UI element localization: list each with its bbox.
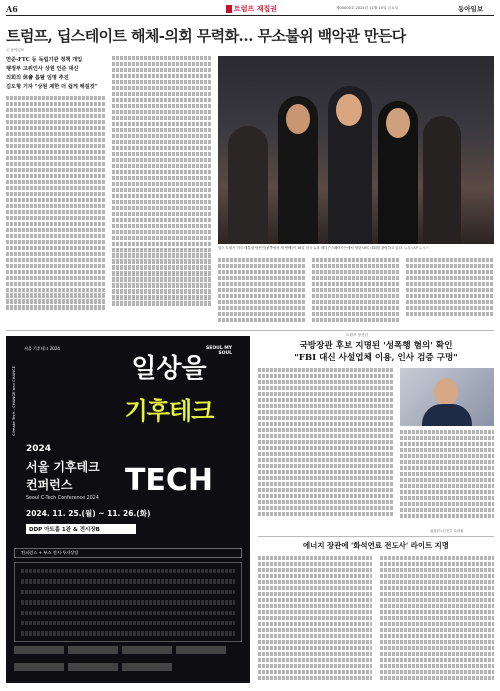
- ad-venue: DDP 아트홀 1관 & 전시장B: [29, 527, 100, 533]
- sub-photo-suit: [422, 404, 472, 426]
- bottom-headline: 에너지 장관에 '화석연료 전도사' 라이트 지명: [303, 541, 449, 550]
- sub-body-col2: [400, 430, 494, 530]
- ad-corner-left: 서울 기후테크 2024: [24, 346, 60, 351]
- main-headline: 트럼프, 딥스테이트 해체-의회 무력화… 무소불위 백악관 만든다: [6, 27, 406, 45]
- sub-headline: 국방장관 후보 지명된 '성폭행 혐의' 확인 "FBI 대신 사설업체 이용, 인사 검증 구멍": [294, 341, 458, 363]
- sub-kicker: 트럼프 당선인: [346, 333, 368, 337]
- advertisement: [6, 336, 250, 683]
- page-header: [0, 0, 500, 22]
- main-body-col3: [218, 258, 306, 326]
- paper-name: 동아일보: [458, 5, 484, 13]
- ad-corner-right: SEOUL MY SOUL: [206, 346, 232, 356]
- ad-sponsor-strip: [14, 646, 242, 676]
- photo-caption: 딥스 트럼프 미국 대통령 당선인(왼쪽에서 세 번째)이 16일 미국 뉴욕 매디슨스퀘어가든에서 열린 UFC 대회를 관람하고 있다. 뉴욕=AP 뉴시스: [218, 246, 429, 250]
- section-label-bar: [226, 5, 232, 13]
- photo-face: [386, 108, 410, 138]
- sub-author: 워싱턴=신진우 특파원: [430, 529, 464, 533]
- photo-credit-top: ⓒ 동아일보: [6, 48, 25, 52]
- ad-title2: 컨퍼런스: [26, 478, 73, 492]
- ad-exhibit-bar: [14, 548, 242, 558]
- ad-vertical-art: [124, 354, 214, 554]
- ad-eng-title: Seoul C-Tech Conference 2024: [26, 496, 99, 501]
- main-subheadline: 연준-FTC 등 독립기관 정책 개입 행정부 고위인사 상원 인준 대신 의회의 休會 틈탈 임명 추진 김도형 기자 "상원 제한 더 쉽게 해질것": [6, 57, 98, 90]
- ad-title: 서울 기후테크: [26, 460, 100, 474]
- section-divider: [6, 330, 494, 331]
- ad-schedule-table: [14, 562, 242, 642]
- ad-dates: 2024. 11. 25.(월) ~ 11. 26.(화): [26, 509, 151, 518]
- sub-body-col1: [258, 368, 394, 528]
- header-rule: [6, 15, 494, 16]
- bottom-body-col2: [380, 556, 494, 684]
- ad-venue-bar: [26, 524, 136, 534]
- date-line: 제00000호 2024년 11월 15일 금요일: [336, 6, 399, 10]
- main-body-col5: [406, 258, 494, 326]
- sub-photo: [400, 368, 494, 426]
- ad-art-line1: 일상을: [131, 354, 207, 384]
- photo-face: [286, 104, 310, 134]
- ad-year: 2024: [26, 444, 52, 454]
- photo-figure: [228, 126, 268, 244]
- ad-art-line3: TECH: [124, 463, 214, 498]
- main-body-col2: [112, 56, 212, 326]
- main-body-col1: [6, 96, 106, 326]
- photo-figure: [423, 116, 461, 244]
- ad-art-line2: 기후테크: [124, 396, 214, 425]
- photo-face: [336, 94, 362, 126]
- main-body-col4: [312, 258, 400, 326]
- bottom-body-col1: [258, 556, 372, 684]
- sub-photo-face: [434, 378, 458, 406]
- ad-exhibit: 컨퍼런스 + 부스 전시·투자상담: [21, 550, 79, 555]
- page-number: A6: [6, 4, 18, 14]
- ad-side-text: Climate Tech - CHANGE and CHANCE: [11, 366, 16, 436]
- main-photo: [218, 56, 494, 244]
- section-label: 트럼프 재집권: [226, 3, 277, 14]
- section-divider-2: [258, 536, 494, 537]
